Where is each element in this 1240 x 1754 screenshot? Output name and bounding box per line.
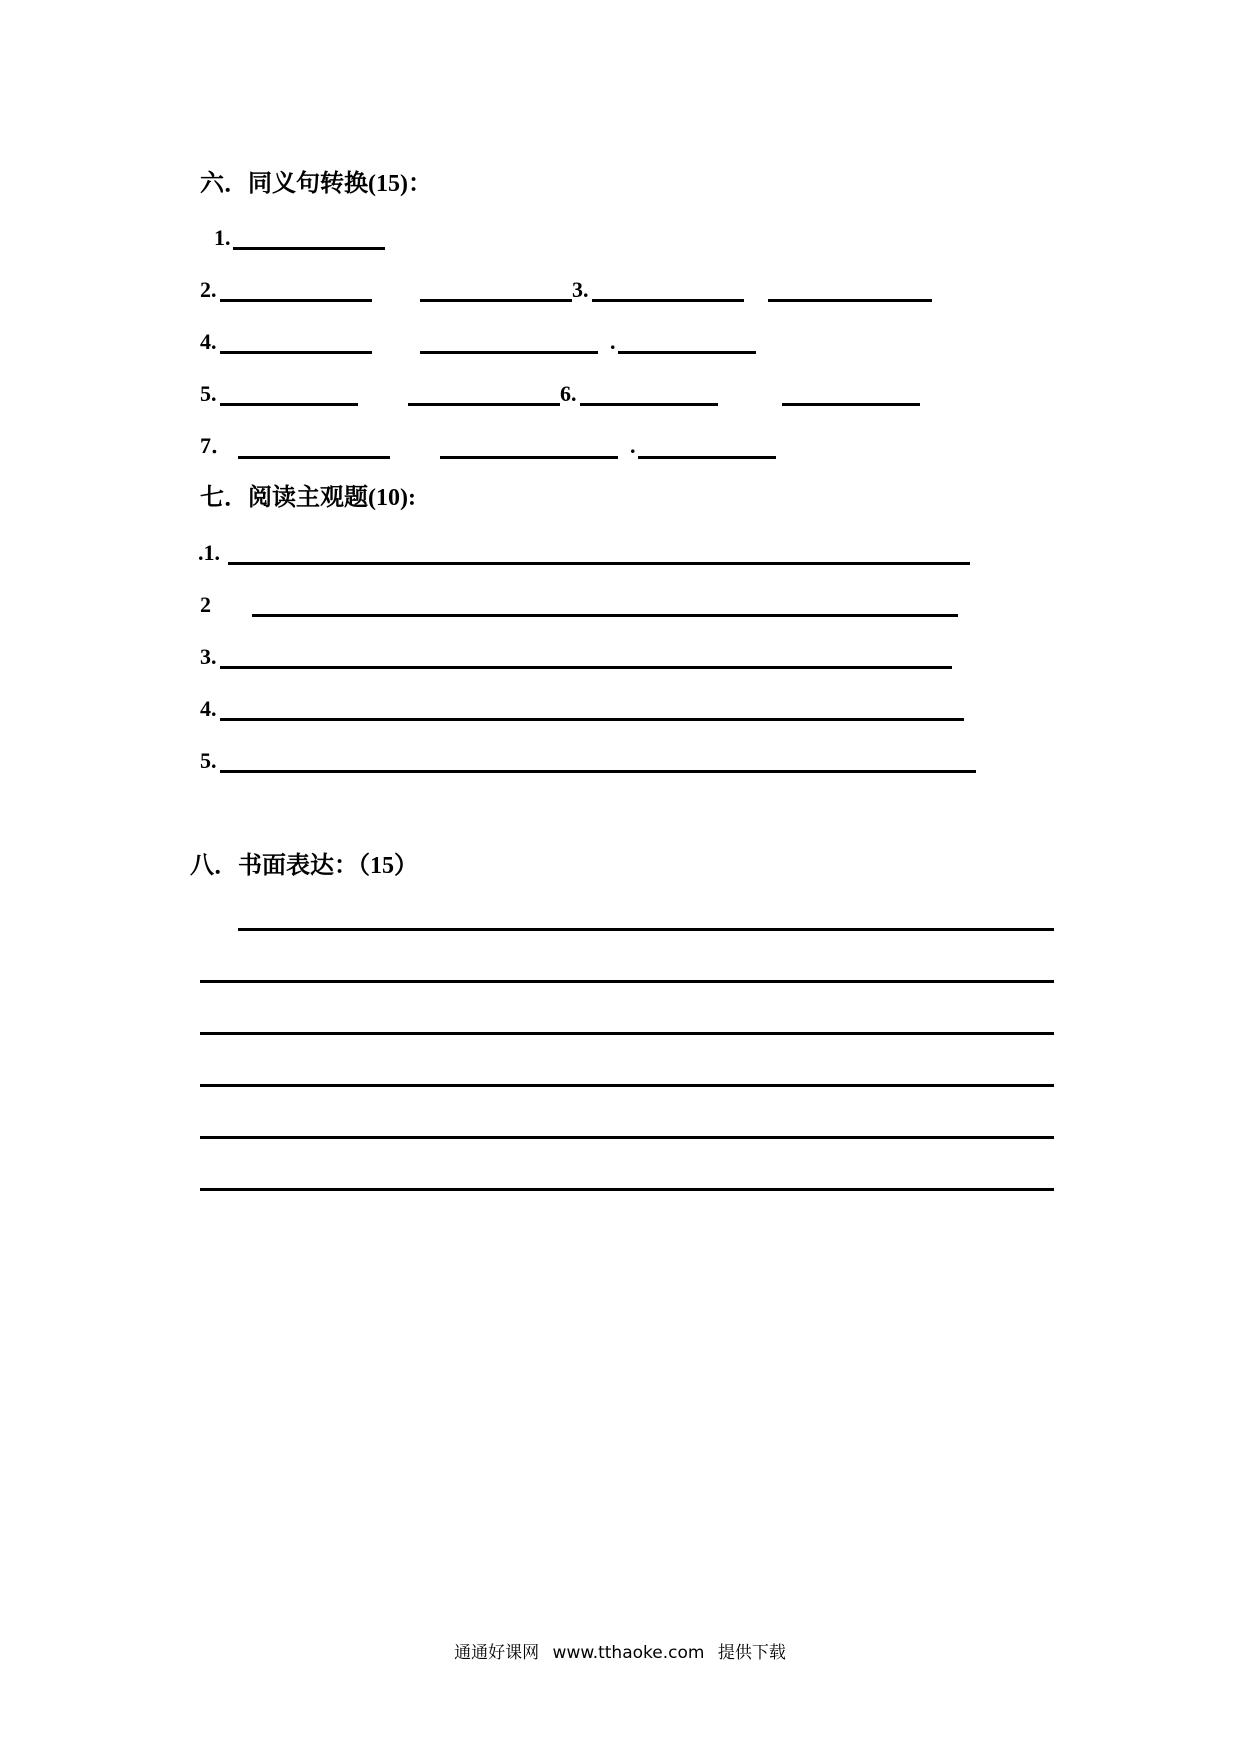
item-7-label: 7． — [200, 433, 234, 458]
reading-answer-blank-5[interactable] — [220, 770, 976, 773]
answer-blank-6b[interactable] — [782, 403, 920, 406]
answer-blank-4c[interactable] — [618, 351, 756, 354]
footer-url[interactable]: www.tthaoke.com — [552, 1643, 705, 1663]
answer-blank-5a[interactable] — [220, 403, 358, 406]
footer-credit — [0, 1638, 1240, 1663]
section-6-title: 六．同义句转换(15)： — [200, 171, 432, 197]
essay-line-4[interactable] — [200, 1084, 1054, 1087]
answer-blank-7c[interactable] — [638, 456, 776, 459]
essay-line-3[interactable] — [200, 1032, 1054, 1035]
reading-item-3-label: 3. — [200, 644, 217, 669]
answer-blank-7b[interactable] — [440, 456, 618, 459]
section-8-title: 八．书面表达：（15） — [190, 853, 418, 879]
reading-item-5-label: 5. — [200, 748, 217, 773]
answer-blank-3b[interactable] — [768, 299, 932, 302]
reading-item-4-label: 4. — [200, 696, 217, 721]
reading-answer-blank-3[interactable] — [220, 666, 952, 669]
answer-blank-6a[interactable] — [580, 403, 718, 406]
reading-item-1-label: .1. — [198, 540, 220, 565]
item-1-label: 1. — [214, 225, 231, 250]
item-3-label: 3. — [572, 277, 589, 302]
answer-blank-2b[interactable] — [420, 299, 572, 302]
answer-blank-5b[interactable] — [408, 403, 560, 406]
answer-blank-2a[interactable] — [220, 299, 372, 302]
answer-blank-4a[interactable] — [220, 351, 372, 354]
footer-site-name: 通通好课网 — [454, 1643, 540, 1663]
reading-item-2-label: 2 — [200, 592, 211, 617]
item-5-label: 5. — [200, 381, 217, 406]
reading-answer-blank-1[interactable] — [228, 562, 970, 565]
footer-note: 提供下载 — [717, 1643, 786, 1663]
essay-line-5[interactable] — [200, 1136, 1054, 1139]
reading-answer-blank-4[interactable] — [220, 718, 964, 721]
answer-blank-1[interactable] — [233, 247, 385, 250]
answer-blank-4b[interactable] — [420, 351, 598, 354]
essay-line-1[interactable] — [238, 928, 1054, 931]
item-6-label: 6. — [560, 381, 577, 406]
item-4-period: . — [610, 329, 616, 354]
item-2-label: 2. — [200, 277, 217, 302]
item-7-period: . — [630, 433, 636, 458]
section-7-title: 七．阅读主观题(10): — [200, 485, 416, 511]
answer-blank-3a[interactable] — [592, 299, 744, 302]
essay-line-6[interactable] — [200, 1188, 1054, 1191]
essay-line-2[interactable] — [200, 980, 1054, 983]
answer-blank-7a[interactable] — [238, 456, 390, 459]
item-4-label: 4. — [200, 329, 217, 354]
reading-answer-blank-2[interactable] — [252, 614, 958, 617]
